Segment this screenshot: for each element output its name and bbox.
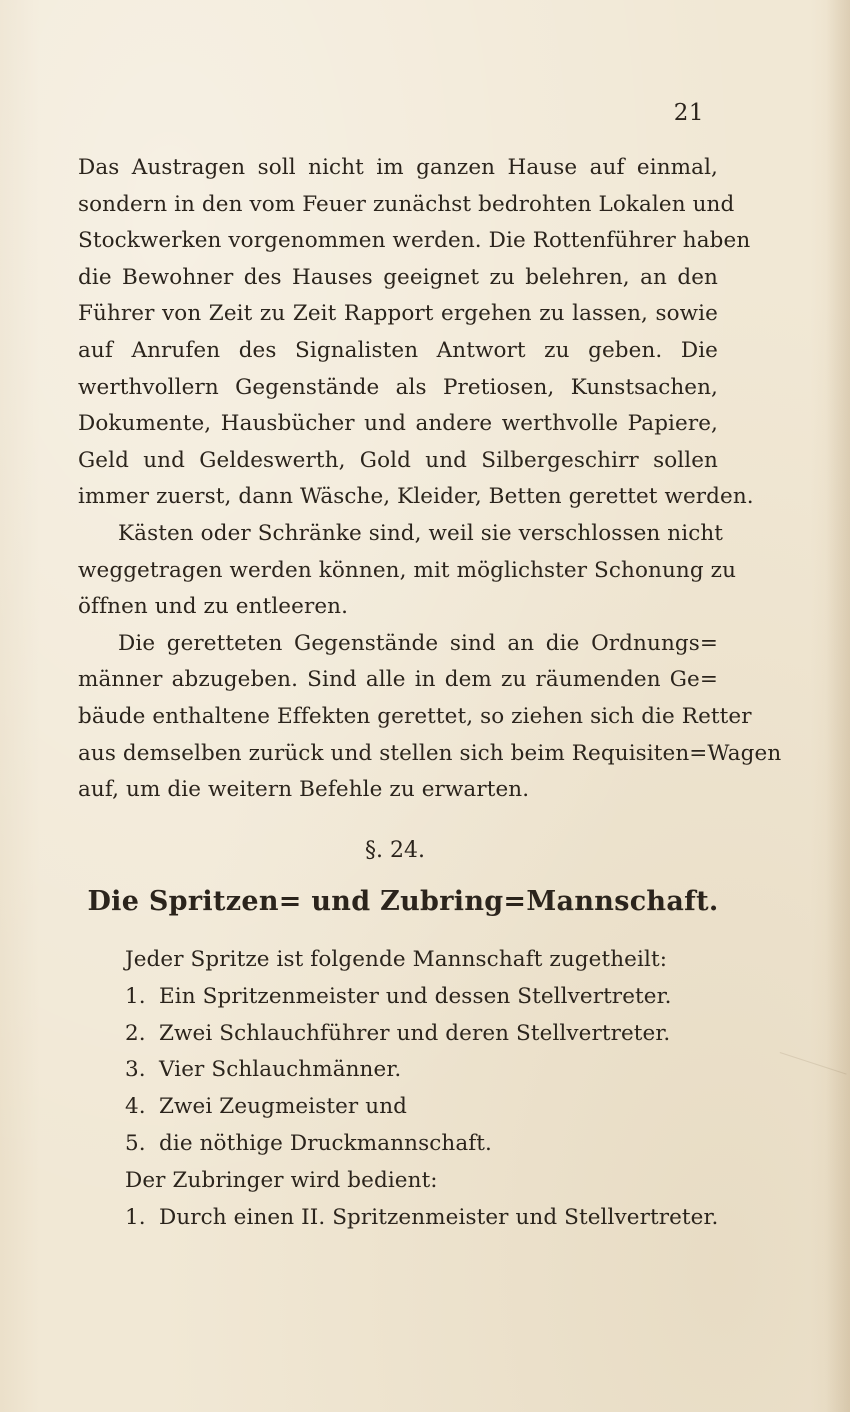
text-line: immer zuerst, dann Wäsche, Kleider, Betten gerettet werden. — [78, 484, 754, 510]
text-line: aus demselben zurück und stellen sich beim Requisiten=Wagen — [78, 740, 782, 766]
text-line: Stockwerken vorgenommen werden. Die Rottenführer haben — [78, 228, 751, 254]
list-item-text: Zwei Schlauchführer und deren Stellvertreter. — [159, 1020, 671, 1046]
list-item — [125, 1126, 735, 1163]
list-item — [125, 1200, 735, 1237]
section-number: §. 24. — [365, 838, 425, 863]
text-line: Die geretteten Gegenstände sind an die Ordnungs= — [118, 630, 718, 656]
text-line: Dokumente, Hausbücher und andere werthvolle Papiere, — [78, 411, 718, 437]
list-item — [125, 1089, 735, 1126]
text-line: bäude enthaltene Effekten gerettet, so ziehen sich die Retter — [78, 703, 752, 729]
list-item-number: 1. — [125, 1204, 146, 1230]
text-line: auf Anrufen des Signalisten Antwort zu geben. Die — [78, 337, 718, 363]
text-line: auf, um die weitern Befehle zu erwarten. — [78, 777, 530, 803]
text-line: Kästen oder Schränke sind, weil sie verschlossen nicht — [118, 520, 724, 546]
supplier-intro: Der Zubringer wird bedient: — [125, 1167, 438, 1193]
list-item-text: Durch einen II. Spritzenmeister und Stellvertreter. — [159, 1204, 719, 1230]
list-item — [125, 1016, 735, 1053]
text-line: die Bewohner des Hauses geeignet zu belehren, an den — [78, 264, 718, 290]
roster-intro: Jeder Spritze ist folgende Mannschaft zugetheilt: — [125, 947, 668, 972]
body-text — [78, 150, 782, 809]
list-item — [125, 979, 735, 1016]
text-line: weggetragen werden können, mit möglichster Schonung zu — [78, 557, 737, 583]
text-line: Das Austragen soll nicht im ganzen Hause auf einmal, — [78, 155, 718, 180]
text-line: öffnen und zu entleeren. — [78, 594, 349, 620]
text-line: Geld und Geldeswerth, Gold und Silbergeschirr sollen — [78, 447, 718, 473]
list-item-text: Ein Spritzenmeister und dessen Stellvertreter. — [159, 983, 672, 1009]
list-item-number: 2. — [125, 1020, 146, 1046]
text-line: Führer von Zeit zu Zeit Rapport ergehen zu lassen, sowie — [78, 301, 718, 327]
page-number: 21 — [673, 100, 704, 126]
page-edge-shadow — [826, 0, 850, 1412]
list-item-number: 4. — [125, 1094, 146, 1120]
text-line: sondern in den vom Feuer zunächst bedrohten Lokalen und — [78, 191, 735, 217]
text-line: männer abzugeben. Sind alle in dem zu räumenden Ge= — [78, 667, 718, 693]
list-item-number: 1. — [125, 983, 146, 1009]
list-item-text: Zwei Zeugmeister und — [159, 1094, 408, 1120]
text-line: werthvollern Gegenstände als Pretiosen, Kunstsachen, — [78, 374, 718, 400]
crew-roster — [125, 942, 735, 1236]
list-item-text: Vier Schlauchmänner. — [159, 1057, 402, 1083]
list-item — [125, 1052, 735, 1089]
list-item-text: die nöthige Druckmannschaft. — [159, 1130, 492, 1156]
list-item-number: 3. — [125, 1057, 146, 1083]
list-item-number: 5. — [125, 1130, 146, 1156]
section-title: Die Spritzen= und Zubring=Mannschaft. — [87, 886, 719, 917]
